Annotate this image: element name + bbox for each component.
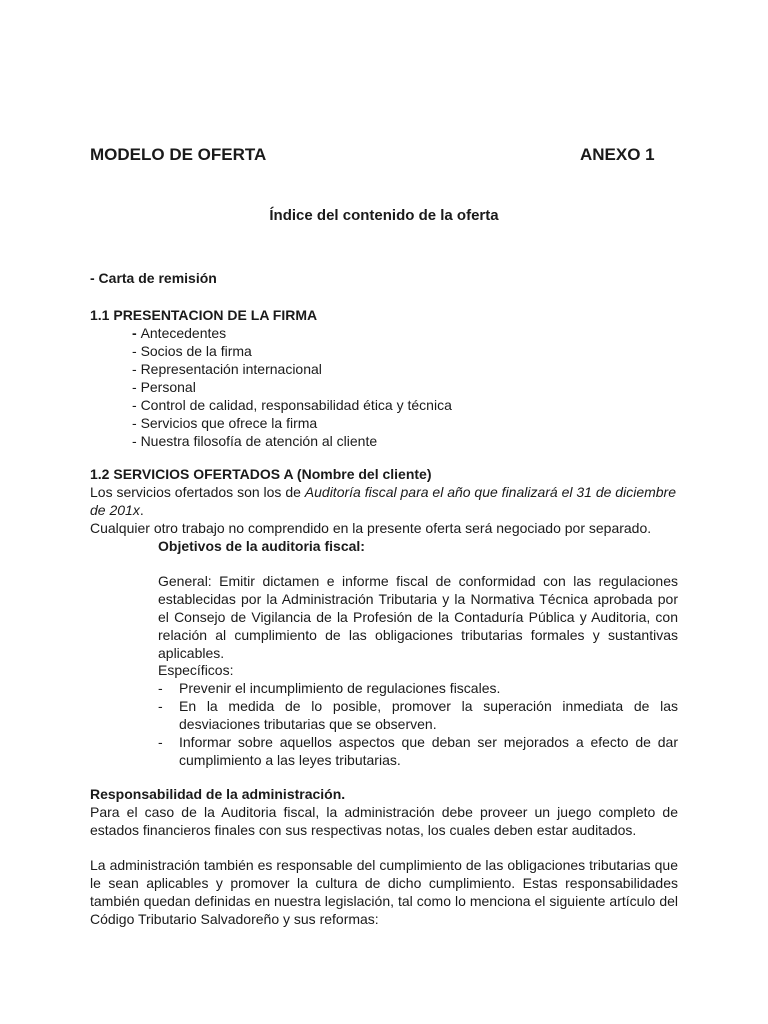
- list-item: [132, 324, 452, 342]
- objectives-specific-label: Específicos:: [158, 662, 234, 678]
- list-item: [132, 342, 452, 360]
- list-item-label: Informar sobre aquellos aspectos que deban ser mejorados a efecto de dar cumplimiento a las leyes tributarias.: [179, 734, 678, 768]
- index-title: Índice del contenido de la oferta: [269, 207, 499, 224]
- cover-letter-item: - Carta de remisión: [90, 270, 217, 286]
- list-item-label: En la medida de lo posible, promover la superación inmediata de las desviaciones tributarias que se observen.: [179, 698, 678, 732]
- responsibility-paragraph-2: La administración también es responsable del cumplimiento de las obligaciones tributarias que le sean aplicables y promover la cultura de dicho cumplimiento. Estas responsabilidades también quedan definidas en nuestra legislación, tal como lo menciona el siguiente artículo del Código Tributario Salvadoreño y sus reformas:: [90, 857, 678, 927]
- list-item-label: Representación internacional: [140, 361, 322, 377]
- list-item: [132, 378, 452, 396]
- list-item: [132, 414, 452, 432]
- objectives-general: General: Emitir dictamen e informe fiscal de conformidad con las regulaciones establecidas por la Administración Tributaria y la Normativa Técnica aprobada por el Consejo de Vigilancia de la Profesión de la Contaduría Pública y Auditoria, con relación al cumplimiento de las obligaciones tributarias formales y sustantivas aplicables.: [158, 573, 678, 661]
- list-dash: -: [132, 361, 141, 377]
- responsibility-paragraph-1: Para el caso de la Auditoria fiscal, la administración debe proveer un juego completo de estados financieros finales con sus respectivas notas, los cuales deben estar auditados.: [90, 804, 678, 838]
- objectives-heading: Objetivos de la auditoria fiscal:: [158, 538, 365, 554]
- list-item-label: Control de calidad, responsabilidad ética y técnica: [140, 397, 452, 413]
- services-line-1: [90, 483, 678, 519]
- list-item: [132, 360, 452, 378]
- section-firm-heading: 1.1 PRESENTACION DE LA FIRMA: [90, 307, 318, 323]
- list-dash: -: [132, 433, 141, 449]
- section-services-heading: 1.2 SERVICIOS OFERTADOS A (Nombre del cliente): [90, 466, 432, 482]
- list-item: [132, 396, 452, 414]
- annex-label: ANEXO 1: [580, 145, 655, 164]
- objectives-specific-list: [158, 679, 678, 769]
- list-dash: -: [132, 325, 141, 341]
- list-dash: -: [132, 379, 141, 395]
- services-text-end: .: [139, 502, 144, 518]
- list-item: - Prevenir el incumplimiento de regulaciones fiscales.: [158, 680, 501, 696]
- firm-content-list: [132, 324, 452, 450]
- list-item: [132, 432, 452, 450]
- list-item-label: Personal: [140, 379, 196, 395]
- list-dash: -: [132, 343, 141, 359]
- responsibility-heading: Responsabilidad de la administración.: [90, 786, 346, 802]
- list-dash: -: [132, 415, 141, 431]
- list-dash: -: [132, 397, 141, 413]
- services-paragraph: [90, 483, 678, 537]
- list-item-label: Servicios que ofrece la firma: [140, 415, 318, 431]
- services-line-2: Cualquier otro trabajo no comprendido en la presente oferta será negociado por separado.: [90, 520, 652, 536]
- document-title: MODELO DE OFERTA: [90, 145, 267, 164]
- list-item-label: Antecedentes: [140, 325, 227, 341]
- services-text: Los servicios ofertados son los de: [90, 484, 305, 500]
- list-item: - Informar sobre aquellos aspectos que deban ser mejorados a efecto de dar cumplimiento a las leyes tributarias.: [158, 734, 678, 768]
- list-item-label: Prevenir el incumplimiento de regulaciones fiscales.: [179, 680, 501, 696]
- list-item-label: Nuestra filosofía de atención al cliente: [140, 433, 378, 449]
- services-italic-text: Auditoría fiscal para el año que finalizará el 31 de diciembre de 201x: [90, 484, 676, 518]
- list-item-label: Socios de la firma: [140, 343, 252, 359]
- list-item: - En la medida de lo posible, promover la superación inmediata de las desviaciones tributarias que se observen.: [158, 698, 678, 732]
